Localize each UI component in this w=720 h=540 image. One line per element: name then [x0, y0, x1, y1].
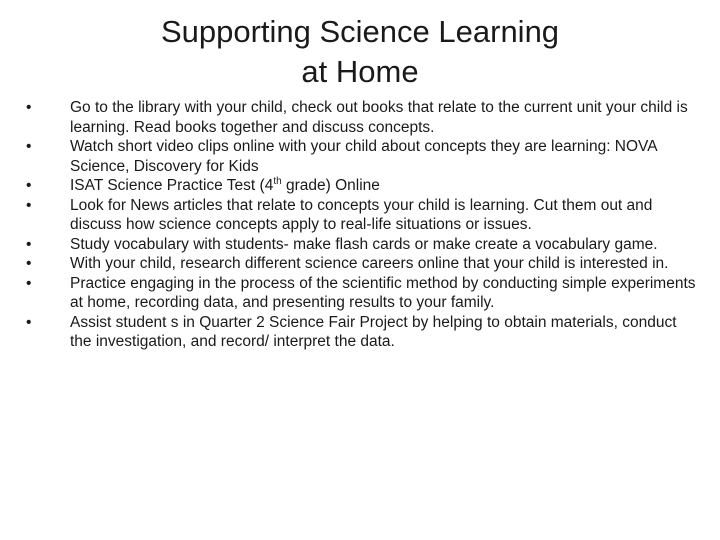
bullet-isat-test [26, 176, 696, 196]
bullet-icon: • [26, 177, 32, 194]
bullet-icon: • [26, 313, 32, 331]
bullet-science-careers [26, 254, 696, 274]
bullet-text-before: ISAT Science Practice Test (4 [70, 177, 274, 194]
bullet-text: With your child, research different science careers online that your child is interested in. [70, 255, 669, 272]
bullet-scientific-method [26, 274, 696, 313]
bullet-icon: • [26, 99, 32, 116]
bullet-list [26, 98, 696, 352]
bullet-icon: • [26, 235, 32, 253]
bullet-news-articles [26, 196, 696, 235]
bullet-science-fair [26, 313, 696, 352]
bullet-text: Practice engaging in the process of the scientific method by conducting simple experiments at home, recording data, and presenting results to your family. [70, 274, 696, 311]
bullet-icon: • [26, 196, 32, 214]
title-line-1: Supporting Science Learning [160, 14, 560, 49]
bullet-icon: • [26, 138, 32, 155]
bullet-library [26, 98, 696, 137]
title-line-2: at Home [301, 54, 419, 89]
bullet-text: Go to the library with your child, check out books that relate to the current unit your child is learning. Read books together and discuss concepts. [70, 99, 688, 136]
bullet-icon: • [26, 274, 32, 292]
bullet-text: Watch short video clips online with your child about concepts they are learning: NOVA Science, Discovery for Kids [70, 138, 657, 175]
bullet-text: Look for News articles that relate to concepts your child is learning. Cut them out and discuss how science concepts apply to real-life situations or issues. [70, 196, 653, 233]
bullet-text: Assist student s in Quarter 2 Science Fair Project by helping to obtain materials, conduct the investigation, and record/ interpret the data. [70, 313, 677, 350]
bullet-superscript: th [273, 175, 282, 187]
slide-title [150, 12, 570, 92]
bullet-icon: • [26, 255, 32, 272]
bullet-video-clips [26, 137, 696, 176]
bullet-vocabulary [26, 235, 696, 255]
bullet-text: Study vocabulary with students- make flash cards or make create a vocabulary game. [70, 235, 658, 253]
bullet-text-after: grade) Online [281, 177, 380, 194]
